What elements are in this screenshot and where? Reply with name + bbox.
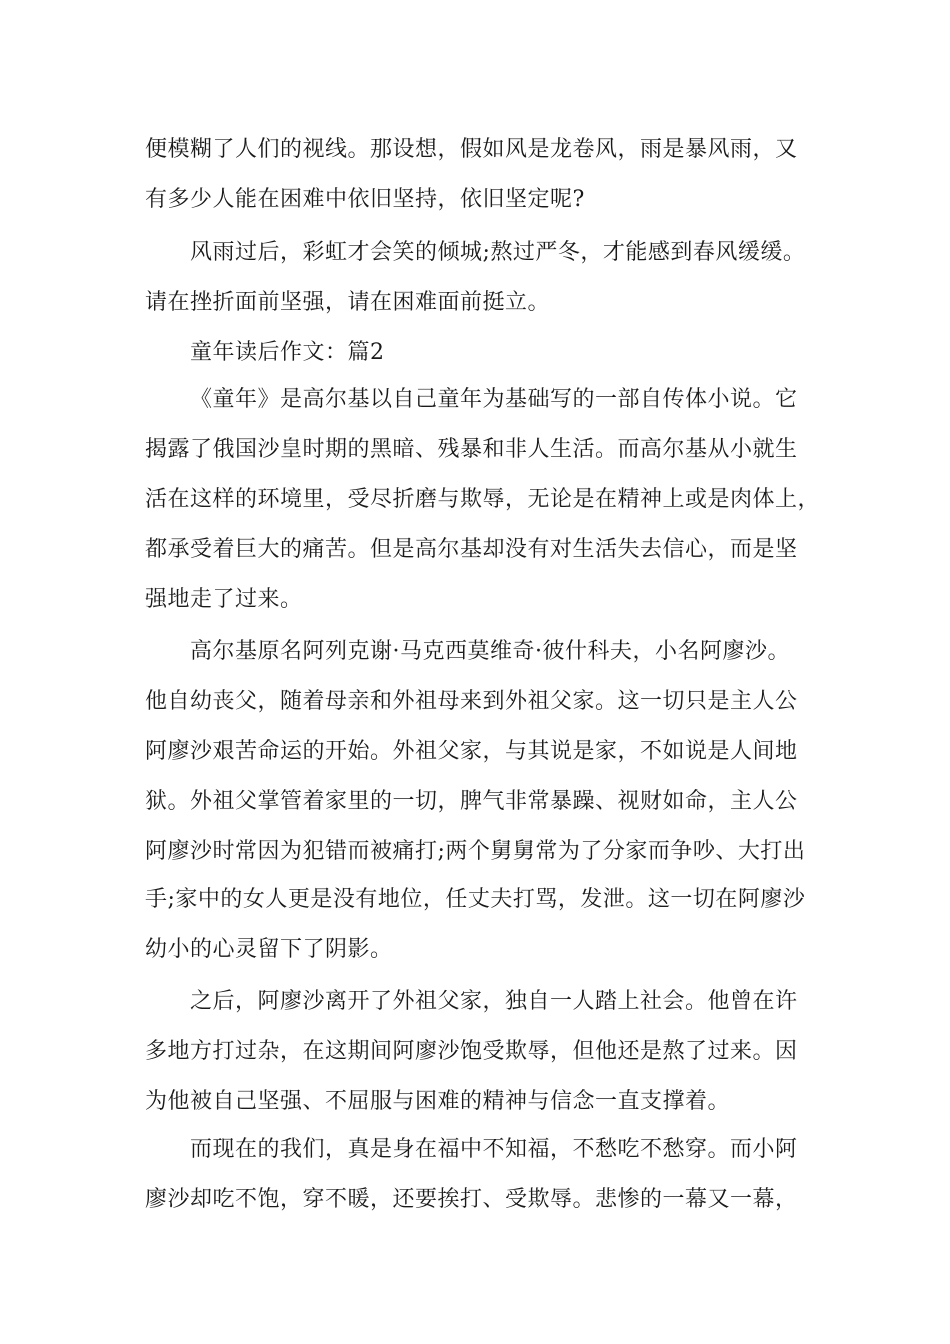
text-line: 他自幼丧父，随着母亲和外祖母来到外祖父家。这一切只是主人公	[145, 689, 798, 714]
text-line: 为他被自己坚强、不屈服与困难的精神与信念一直支撑着。	[145, 1089, 731, 1114]
text-line: 手;家中的女人更是没有地位，任丈夫打骂，发泄。这一切在阿廖沙	[145, 887, 806, 912]
text-line: 高尔基原名阿列克谢·马克西莫维奇·彼什科夫，小名阿廖沙。	[190, 639, 790, 664]
text-line: 狱。外祖父掌管着家里的一切，脾气非常暴躁、视财如命，主人公	[145, 789, 798, 814]
text-line: 风雨过后，彩虹才会笑的倾城;熬过严冬，才能感到春风缓缓。	[190, 240, 806, 265]
text-line: 廖沙却吃不饱，穿不暖，还要挨打、受欺辱。悲惨的一幕又一幕，	[145, 1187, 798, 1212]
text-line: 《童年》是高尔基以自己童年为基础写的一部自传体小说。它	[190, 387, 798, 412]
text-line: 都承受着巨大的痛苦。但是高尔基却没有对生活失去信心，而是坚	[145, 537, 798, 562]
text-line: 之后，阿廖沙离开了外祖父家，独自一人踏上社会。他曾在许	[190, 989, 798, 1014]
section-heading: 童年读后作文：篇2	[190, 340, 385, 365]
text-line: 阿廖沙艰苦命运的开始。外祖父家，与其说是家，不如说是人间地	[145, 739, 798, 764]
text-line: 活在这样的环境里，受尽折磨与欺辱，无论是在精神上或是肉体上，	[145, 487, 821, 512]
text-line: 多地方打过杂，在这期间阿廖沙饱受欺辱，但他还是熬了过来。因	[145, 1039, 798, 1064]
text-line: 幼小的心灵留下了阴影。	[145, 937, 393, 962]
text-line: 强地走了过来。	[145, 587, 303, 612]
text-line: 而现在的我们，真是身在福中不知福，不愁吃不愁穿。而小阿	[190, 1137, 798, 1162]
text-line: 有多少人能在困难中依旧坚持，依旧坚定呢?	[145, 187, 585, 212]
text-line: 阿廖沙时常因为犯错而被痛打;两个舅舅常为了分家而争吵、大打出	[145, 839, 806, 864]
text-line: 便模糊了人们的视线。那设想，假如风是龙卷风，雨是暴风雨，又	[145, 137, 798, 162]
text-line: 请在挫折面前坚强，请在困难面前挺立。	[145, 290, 551, 315]
text-line: 揭露了俄国沙皇时期的黑暗、残暴和非人生活。而高尔基从小就生	[145, 437, 798, 462]
